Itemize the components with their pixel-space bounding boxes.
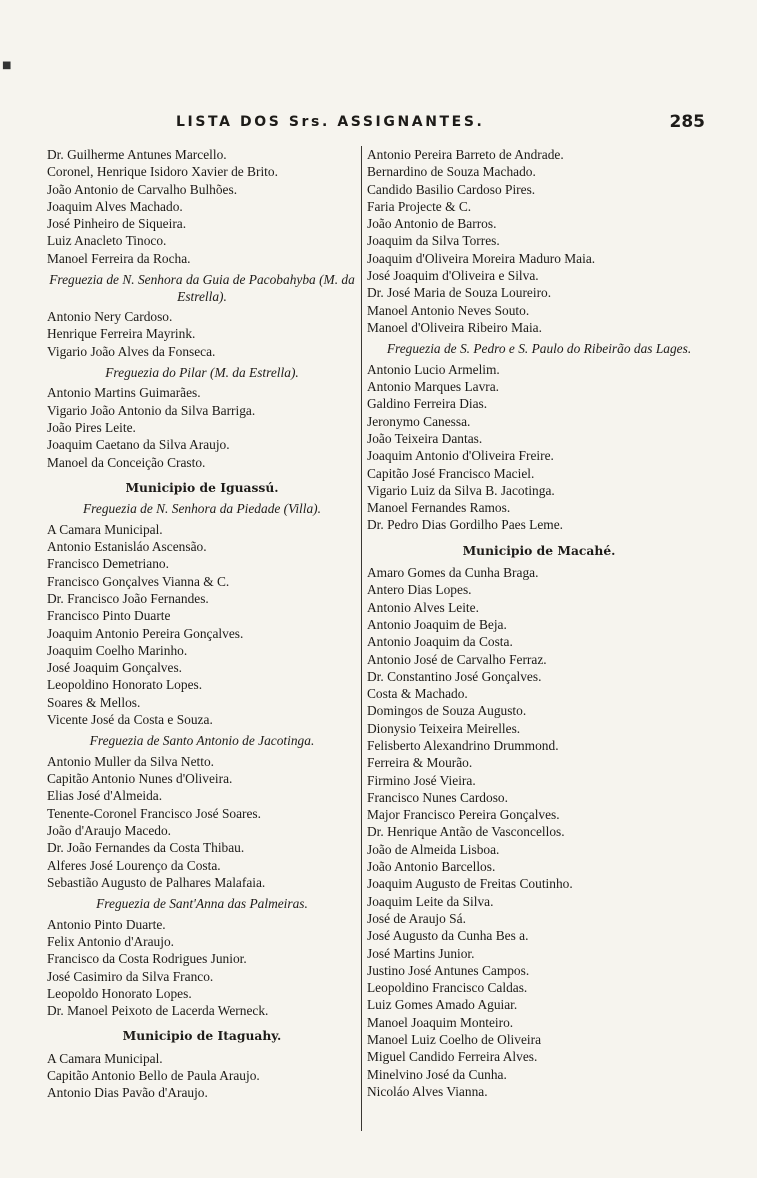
subscriber-entry: Capitão José Francisco Maciel. <box>367 465 535 481</box>
subscriber-entry: Nicoláo Alves Vianna. <box>367 1083 488 1099</box>
municipality-heading: Municipio de Itaguahy. <box>122 1028 282 1044</box>
subscriber-entry: Joaquim d'Oliveira Moreira Maduro Maia. <box>367 250 596 266</box>
subscriber-entry: Manoel Antonio Neves Souto. <box>367 302 530 318</box>
parish-heading: Freguezia de S. Pedro e S. Paulo do Ribeirão das Lages. <box>386 341 692 357</box>
subscriber-entry: Antonio Alves Leite. <box>367 599 479 615</box>
subscriber-entry: Felisberto Alexandrino Drummond. <box>367 738 559 753</box>
subscriber-entry: Faria Projecte & C. <box>367 198 472 214</box>
subscriber-entry: Antonio Estanisláo Ascensão. <box>47 539 207 555</box>
subscriber-entry: Tenente-Coronel Francisco José Soares. <box>47 805 261 821</box>
subscriber-entry: Dr. Manoel Peixoto de Lacerda Werneck. <box>47 1003 269 1019</box>
subscriber-entry: Vigario Luiz da Silva B. Jacotinga. <box>367 482 555 498</box>
subscriber-entry: Luiz Gomes Amado Aguiar. <box>367 997 518 1013</box>
subscriber-entry: Manoel Luiz Coelho de Oliveira <box>367 1032 542 1048</box>
subscriber-entry: Soares & Mellos. <box>47 694 141 710</box>
subscriber-entry: João Antonio de Carvalho Bulhões. <box>47 181 238 197</box>
subscriber-entry: Dr. Henrique Antão de Vasconcellos. <box>367 824 565 840</box>
column-divider <box>361 146 362 1131</box>
subscriber-entry: Dr. Guilherme Antunes Marcello. <box>47 147 227 162</box>
subscriber-entry: Joaquim da Silva Torres. <box>367 233 500 249</box>
subscriber-entry: Joaquim Alves Machado. <box>47 198 183 214</box>
subscriber-entry: Dr. João Fernandes da Costa Thibau. <box>47 840 245 856</box>
subscriber-entry: A Camara Municipal. <box>47 521 163 537</box>
parish-heading: Freguezia de N. Senhora da Guia de Pacobahyba (M. da Estrella). <box>49 272 355 304</box>
subscriber-entry: Candido Basilio Cardoso Pires. <box>367 181 536 197</box>
subscriber-entry: João d'Araujo Macedo. <box>47 823 172 838</box>
subscriber-entry: Firmino José Vieira. <box>367 772 476 788</box>
subscriber-entry: José Joaquim Gonçalves. <box>47 660 182 676</box>
parish-heading: Freguezia de Sant'Anna das Palmeiras. <box>96 896 308 912</box>
subscriber-entry: Joaquim Leite da Silva. <box>367 893 494 909</box>
subscriber-entry: Francisco Gonçalves Vianna & C. <box>47 573 230 589</box>
subscriber-entry: Antonio Nery Cardoso. <box>47 309 173 325</box>
subscriber-entry: José Joaquim d'Oliveira e Silva. <box>367 268 539 284</box>
subscriber-entry: Joaquim Antonio d'Oliveira Freire. <box>367 448 554 464</box>
page-number: 285 <box>669 112 705 132</box>
subscriber-entry: Domingos de Souza Augusto. <box>367 703 527 719</box>
subscriber-entry: José de Araujo Sá. <box>367 910 466 926</box>
subscriber-entry: Leopoldino Francisco Caldas. <box>367 980 528 996</box>
subscriber-entry: João Antonio de Barros. <box>367 216 497 232</box>
subscriber-entry: Leopoldino Honorato Lopes. <box>47 677 203 693</box>
subscriber-entry: João de Almeida Lisboa. <box>367 841 500 857</box>
subscriber-entry: Jeronymo Canessa. <box>367 413 471 429</box>
subscriber-entry: Felix Antonio d'Araujo. <box>47 933 175 949</box>
subscriber-entry: Manoel d'Oliveira Ribeiro Maia. <box>367 319 542 335</box>
subscriber-entry: Antonio Joaquim da Costa. <box>367 634 513 650</box>
subscriber-entry: Vicente José da Costa e Souza. <box>47 712 213 728</box>
subscriber-entry: Bernardino de Souza Machado. <box>367 164 536 180</box>
subscriber-entry: Capitão Antonio Bello de Paula Araujo. <box>47 1068 260 1084</box>
subscriber-entry: Coronel, Henrique Isidoro Xavier de Brito. <box>47 164 278 180</box>
subscriber-entry: Francisco da Costa Rodrigues Junior. <box>47 951 247 967</box>
left-column <box>47 146 357 1102</box>
subscriber-entry: Dr. Constantino José Gonçalves. <box>367 668 542 684</box>
page-header <box>48 110 705 136</box>
subscriber-entry: Henrique Ferreira Mayrink. <box>47 326 196 342</box>
subscriber-entry: Minelvino José da Cunha. <box>367 1066 507 1082</box>
subscriber-entry: Sebastião Augusto de Palhares Malafaia. <box>47 874 266 890</box>
subscriber-entry: Antonio Dias Pavão d'Araujo. <box>47 1085 208 1101</box>
subscriber-entry: José Pinheiro de Siqueira. <box>47 216 187 232</box>
subscriber-entry: Capitão Antonio Nunes d'Oliveira. <box>47 771 233 787</box>
subscriber-entry: Dr. Francisco João Fernandes. <box>47 590 209 606</box>
subscriber-entry: Manoel da Conceição Crasto. <box>47 454 206 470</box>
subscriber-entry: Joaquim Antonio Pereira Gonçalves. <box>47 625 244 641</box>
subscriber-entry: Antonio Muller da Silva Netto. <box>47 753 214 769</box>
subscriber-entry: Justino José Antunes Campos. <box>367 962 530 978</box>
subscriber-entry: José Casimiro da Silva Franco. <box>47 968 214 984</box>
subscriber-entry: Leopoldo Honorato Lopes. <box>47 985 192 1001</box>
subscriber-entry: Miguel Candido Ferreira Alves. <box>367 1049 538 1065</box>
subscriber-entry: Joaquim Coelho Marinho. <box>47 642 188 658</box>
subscriber-entry: A Camara Municipal. <box>47 1050 163 1066</box>
subscriber-entry: Antero Dias Lopes. <box>367 582 472 598</box>
page-title: LISTA DOS Srs. ASSIGNANTES. <box>176 114 485 130</box>
right-column <box>367 146 711 1100</box>
subscriber-entry: Antonio Lucio Armelim. <box>367 361 500 377</box>
parish-heading: Freguezia de Santo Antonio de Jacotinga. <box>89 733 315 749</box>
subscriber-entry: Costa & Machado. <box>367 686 468 702</box>
subscriber-entry: Manoel Ferreira da Rocha. <box>47 250 191 266</box>
subscriber-entry: Francisco Nunes Cardoso. <box>367 789 508 805</box>
subscriber-entry: Vigario João Alves da Fonseca. <box>47 343 216 359</box>
subscriber-entry: Antonio Joaquim de Beja. <box>367 616 507 632</box>
subscriber-entry: Manoel Joaquim Monteiro. <box>367 1014 514 1030</box>
municipality-heading: Municipio de Macahé. <box>462 542 616 558</box>
subscriber-entry: Joaquim Augusto de Freitas Coutinho. <box>367 876 573 892</box>
subscriber-entry: Antonio Pinto Duarte. <box>47 916 166 932</box>
subscriber-entry: João Pires Leite. <box>47 420 136 436</box>
subscriber-entry: José Augusto da Cunha Bes a. <box>367 928 529 944</box>
subscriber-entry: Luiz Anacleto Tinoco. <box>47 233 167 249</box>
subscriber-entry: Elias José d'Almeida. <box>47 788 163 804</box>
subscriber-entry: Manoel Fernandes Ramos. <box>367 500 511 516</box>
subscriber-entry: Antonio Martins Guimarães. <box>47 385 201 401</box>
subscriber-entry: Dionysio Teixeira Meirelles. <box>367 720 521 736</box>
subscriber-entry: Francisco Pinto Duarte <box>47 608 171 624</box>
parish-heading: Freguezia de N. Senhora da Piedade (Villa). <box>82 501 321 517</box>
subscriber-entry: Galdino Ferreira Dias. <box>367 396 488 412</box>
subscriber-entry: José Martins Junior. <box>367 945 475 961</box>
subscriber-entry: Vigario João Antonio da Silva Barriga. <box>47 402 256 418</box>
subscriber-entry: João Teixeira Dantas. <box>367 430 483 446</box>
subscriber-entry: Alferes José Lourenço da Costa. <box>47 857 221 873</box>
subscriber-entry: Dr. José Maria de Souza Loureiro. <box>367 285 552 301</box>
subscriber-entry: Antonio Marques Lavra. <box>367 379 500 395</box>
subscriber-entry: João Antonio Barcellos. <box>367 859 496 875</box>
subscriber-entry: Francisco Demetriano. <box>47 556 169 572</box>
subscriber-entry: Amaro Gomes da Cunha Braga. <box>367 565 539 581</box>
subscriber-entry: Major Francisco Pereira Gonçalves. <box>367 807 560 823</box>
municipality-heading: Municipio de Iguassú. <box>125 479 279 495</box>
margin-speck: ■ <box>2 60 12 71</box>
subscriber-entry: Joaquim Caetano da Silva Araujo. <box>47 437 230 453</box>
subscriber-entry: Antonio Pereira Barreto de Andrade. <box>367 147 564 162</box>
subscriber-entry: Dr. Pedro Dias Gordilho Paes Leme. <box>367 517 563 533</box>
subscriber-entry: Ferreira & Mourão. <box>367 755 473 771</box>
subscriber-entry: Antonio José de Carvalho Ferraz. <box>367 651 547 667</box>
parish-heading: Freguezia do Pilar (M. da Estrella). <box>105 364 299 380</box>
